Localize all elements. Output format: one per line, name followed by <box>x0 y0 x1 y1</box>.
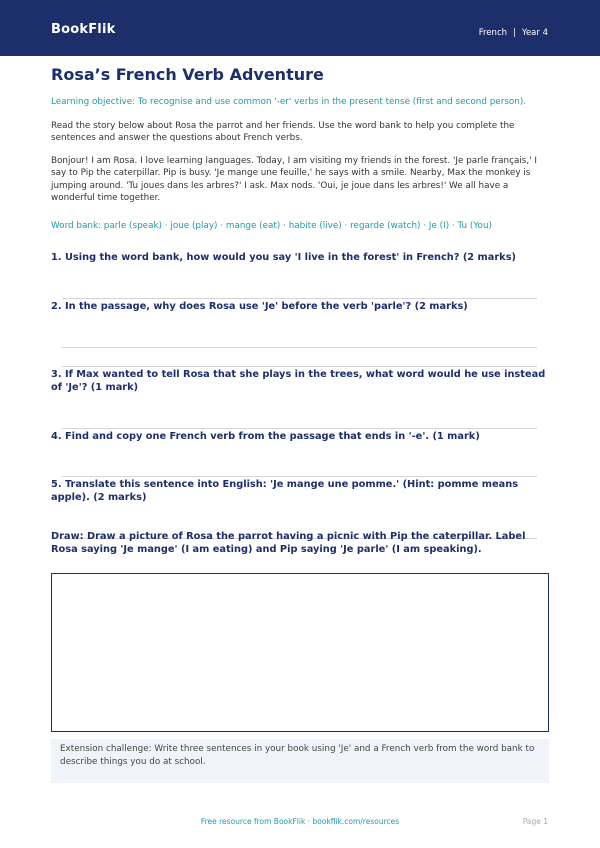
question-5: 5. Translate this sentence into English: 'Je mange une pomme.' (Hint: pomme means apple). (2 marks) <box>51 479 519 504</box>
header-meta <box>479 27 548 39</box>
question-4: 4. Find and copy one French verb from the passage that ends in '-e'. (1 mark) <box>51 431 480 442</box>
question-1: 1. Using the word bank, how would you say 'I live in the forest' in French? (2 marks) <box>51 252 517 263</box>
year-label: Year 4 <box>521 28 548 38</box>
story-paragraph: Bonjour! I am Rosa. I love learning languages. Today, I am visiting my friends in the forest. 'Je parle français,' I say to Pip the caterpillar. Pip is busy. 'Je mange une feuille,' he says with a smile. Nearby, Max the monkey is jumping around. 'Tu joues dans les arbres?' I ask. Max nods. 'Oui, je joue dans les arbres!' We all have a wonderful time together. <box>51 156 537 204</box>
footer-text: Free resource from BookFlik · bookflik.com/resources <box>200 817 400 826</box>
learning-objective: Learning objective: To recognise and use common '-er' verbs in the present tense (first and second person). <box>51 97 527 107</box>
extension-text: Extension challenge: Write three sentences in your book using 'Je' and a French verb from the word bank to describe things you do at school. <box>60 744 535 767</box>
answer-line-3[interactable] <box>62 366 537 367</box>
meta-separator: | <box>513 28 516 38</box>
subject-label: French <box>478 28 508 38</box>
answer-line-2[interactable] <box>62 347 537 348</box>
draw-task: Draw: Draw a picture of Rosa the parrot having a picnic with Pip the caterpillar. Label Rosa saying 'Je mange' (I am eating) and Pip saying 'Je parle' (I am speaking). <box>51 531 526 556</box>
answer-line-4[interactable] <box>62 428 537 429</box>
question-3: 3. If Max wanted to tell Rosa that she plays in the trees, what word would he use instead of 'Je'? (1 mark) <box>51 369 546 394</box>
answer-line-1[interactable] <box>62 298 537 299</box>
brand-logo: BookFlik <box>51 22 116 37</box>
word-bank: Word bank: parle (speak) · joue (play) · mange (eat) · habite (live) · regarde (watch) · Je (I) · Tu (You) <box>51 221 492 231</box>
instructions-paragraph: Read the story below about Rosa the parrot and her friends. Use the word bank to help you complete the sentences and answer the questions about French verbs. <box>51 121 515 144</box>
drawing-box[interactable] <box>51 573 549 732</box>
answer-line-5[interactable] <box>62 476 537 477</box>
question-2: 2. In the passage, why does Rosa use 'Je' before the verb 'parle'? (2 marks) <box>51 301 468 312</box>
page-header <box>0 0 600 56</box>
extension-box <box>51 739 549 783</box>
worksheet-title: Rosa’s French Verb Adventure <box>51 65 324 84</box>
page-number: Page 1 <box>522 817 548 826</box>
